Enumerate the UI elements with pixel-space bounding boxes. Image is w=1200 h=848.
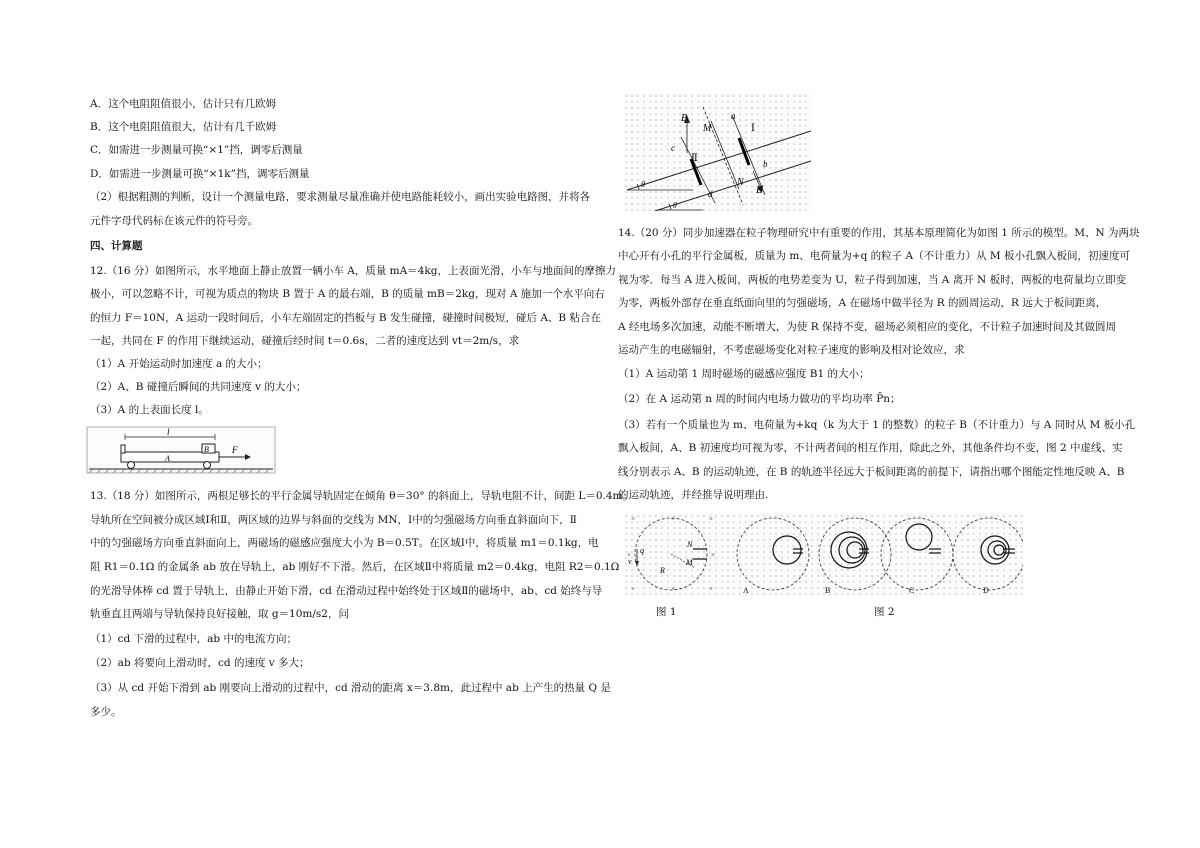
- label-r: R: [660, 566, 665, 575]
- option-c-label: C: [909, 586, 915, 595]
- q14-line3: 视为零．每当 A 进入板间，两板的电势差变为 U，粒子得到加速，当 A 离开 N 板时，两板的电荷量均立即变: [618, 274, 1127, 286]
- option-d-label: D: [983, 586, 989, 595]
- q12-part3: （3）A 的上表面长度 l。: [90, 404, 209, 416]
- figure-1-caption: 图 1: [656, 606, 677, 618]
- q14-line5: A 经电场多次加速，动能不断增大，为使 R 保持不变，磁场必须相应的变化，不计粒子加速时间及其做圆周: [618, 321, 1116, 333]
- label-n: N: [737, 177, 744, 188]
- q13-part3-cont: 多少。: [90, 706, 122, 718]
- label-m: M: [686, 558, 693, 567]
- orbit-figures: [623, 513, 1023, 595]
- option-b: B．这个电阻阻值很大，估计有几千欧姆: [90, 121, 277, 133]
- figure-2-caption: 图 2: [874, 606, 895, 618]
- label-m: M: [703, 123, 712, 134]
- q14-part3-line3: 线分别表示 A、B 的运动轨迹，在 B 的轨迹半径远大于板间距离的前提下，请指出哪个图能定性地反映 A、B: [618, 466, 1125, 478]
- option-a-label: A: [743, 586, 749, 595]
- q12-line4: 一起，共同在 F 的作用下继续运动，碰撞后经时间 t＝0.6s，二者的速度达到 vt＝2m/s，求: [90, 335, 520, 347]
- label-v: v: [628, 557, 632, 566]
- label-q: q: [640, 546, 644, 555]
- option-c: C．如需进一步测量可换“×1”挡，调零后测量: [90, 144, 303, 156]
- q14-part2: （2）在 A 运动第 n 周的时间内电场力做功的平均功率 P̄n；: [618, 393, 901, 405]
- q13-part2: （2）ab 将要向上滑动时，cd 的速度 v 多大；: [90, 657, 310, 669]
- rail-bottom: [655, 161, 811, 211]
- label-region-i: Ⅰ: [751, 123, 755, 134]
- option-b-orbit: [819, 518, 891, 595]
- option-c-orbit: [881, 518, 953, 595]
- figure-frame: [87, 427, 275, 473]
- label-b-up: B: [681, 113, 688, 124]
- label-n: N: [687, 540, 693, 549]
- svg-text:×: ×: [631, 585, 635, 593]
- q13-part3: （3）从 cd 开始下滑到 ab 刚要向上滑动的过程中，cd 滑动的距离 x＝3.8m，此过程中 ab 上产生的热量 Q 是: [90, 682, 611, 694]
- svg-text:×: ×: [709, 585, 713, 593]
- label-b-down: B: [756, 185, 763, 196]
- svg-text:×: ×: [711, 551, 715, 559]
- q14-part3-line4: 的运动轨迹，并经推导说明理由.: [618, 489, 769, 501]
- cart-baffle: [121, 445, 125, 453]
- section-heading: 四、计算题: [90, 240, 143, 252]
- option-d-orbit: [953, 518, 1023, 595]
- q14-part3-line1: （3）若有一个质量也为 m、电荷量为+kq（k 为大于 1 的整数）的粒子 B（不计重力）与 A 同时从 M 板小孔: [618, 419, 1136, 431]
- label-a: a: [731, 111, 736, 121]
- option-b-label: B: [825, 586, 831, 595]
- cart-block-figure: [85, 425, 277, 477]
- q14-line2: 中心开有小孔的平行金属板，质量为 m、电荷量为+q 的粒子 A（不计重力）从 M 板小孔飘入板间，初速度可: [618, 250, 1130, 262]
- label-b: B: [204, 445, 209, 454]
- label-l: l: [167, 427, 170, 437]
- label-c: c: [671, 143, 675, 153]
- option-a-orbit: [737, 518, 809, 595]
- q13-line1: 13.（18 分）如图所示，两根足够长的平行金属导轨固定在倾角 θ＝30° 的斜面上，导轨电阻不计，间距 L＝0.4m。: [90, 490, 633, 502]
- q11-part2-line2: 元件字母代码标在该元件的符号旁。: [90, 215, 258, 227]
- svg-text:×: ×: [671, 515, 675, 523]
- label-d: d: [708, 189, 713, 199]
- label-theta-1: θ: [641, 180, 645, 189]
- q11-part2-line1: （2）根据粗测的判断，设计一个测量电路，要求测量尽量准确并使电路能耗较小，画出实验电路图，并将各: [90, 191, 591, 203]
- q14-line6: 运动产生的电磁辐射，不考虑磁场变化对粒子速度的影响及相对论效应，求: [618, 344, 965, 356]
- q14-line1: 14.（20 分）同步加速器在粒子物理研究中有重要的作用，其基本原理简化为如图 1 所示的模型。M、N 为两块: [618, 227, 1140, 239]
- q14-part3-line2: 飘入板间，A、B 初速度均可视为零，不计两者间的相互作用，除此之外，其他条件均不变，图 2 中虚线、实: [618, 442, 1123, 454]
- q13-line4: 阻 R1＝0.1Ω 的金属条 ab 放在导轨上，ab 刚好不下滑。然后，在区域Ⅱ中将质量 m2＝0.4kg，电阻 R2＝0.1Ω: [90, 561, 620, 573]
- q14-part1: （1）A 运动第 1 周时磁场的磁感应强度 B1 的大小；: [618, 368, 870, 380]
- option-a: A．这个电阻阻值很小，估计只有几欧姆: [90, 98, 277, 110]
- q12-part2: （2）A、B 碰撞后瞬间的共同速度 v 的大小；: [90, 381, 307, 393]
- q13-line3: 中的匀强磁场方向垂直斜面向上，两磁场的磁感应强度大小为 B＝0.5T。在区域Ⅰ中，将质量 m1＝0.1kg，电: [90, 537, 599, 549]
- cart-wheel-left: [128, 462, 135, 469]
- label-theta-2: θ: [673, 201, 677, 210]
- q13-line5: 的光滑导体棒 cd 置于导轨上，由静止开始下滑，cd 在滑动过程中始终处于区域Ⅱ的磁场中，ab、cd 始终与导: [90, 585, 603, 597]
- svg-text:×: ×: [671, 585, 675, 593]
- q13-line6: 轨垂直且两端与导轨保持良好接触，取 g＝10m/s2，问: [90, 608, 349, 620]
- label-b: b: [763, 159, 768, 169]
- svg-text:×: ×: [709, 515, 713, 523]
- q12-line1: 12.（16 分）如图所示，水平地面上静止放置一辆小车 A，质量 mA＝4kg，上表面光滑，小车与地面间的摩擦力: [90, 265, 616, 277]
- q14-line4: 为零，两板外部存在垂直纸面向里的匀强磁场，A 在磁场中做半径为 R 的圆周运动，R 远大于板间距离，: [618, 297, 1107, 309]
- label-region-ii: Ⅱ: [691, 153, 698, 164]
- rails-figure-drawing: [623, 93, 811, 211]
- q12-part1: （1）A 开始运动时加速度 a 的大小；: [90, 358, 268, 370]
- figure-1-orbit: [627, 515, 715, 593]
- label-f: F: [232, 445, 238, 455]
- svg-text:×: ×: [631, 515, 635, 523]
- orbit-figures-drawing: [623, 513, 1023, 595]
- rails-figure: [623, 93, 811, 211]
- q13-part1: （1）cd 下滑的过程中，ab 中的电流方向；: [90, 633, 297, 645]
- cart-wheel-right: [204, 462, 211, 469]
- label-a: A: [165, 454, 170, 463]
- q12-line2: 极小，可以忽略不计，可视为质点的物块 B 置于 A 的最右端，B 的质量 mB＝2kg，现对 A 施加一个水平向右: [90, 288, 605, 300]
- svg-text:×: ×: [627, 551, 631, 559]
- q13-line2: 导轨所在空间被分成区域Ⅰ和Ⅱ，两区域的边界与斜面的交线为 MN，Ⅰ中的匀强磁场方向垂直斜面向下，Ⅱ: [90, 514, 577, 526]
- q12-line3: 的恒力 F＝10N，A 运动一段时间后，小车左端固定的挡板与 B 发生碰撞，碰撞时间极短，碰后 A、B 粘合在: [90, 312, 601, 324]
- option-d: D．如需进一步测量可换“×1k”挡，调零后测量: [90, 168, 310, 180]
